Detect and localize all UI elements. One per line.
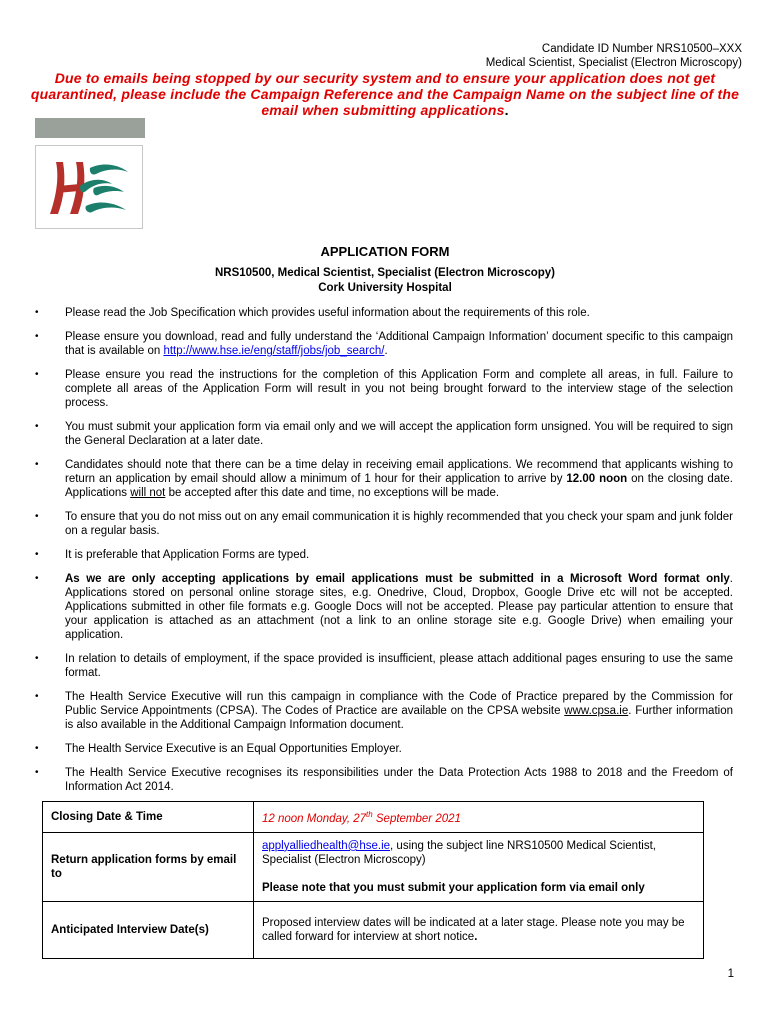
job-search-link[interactable]: http://www.hse.ie/eng/staff/jobs/job_search/	[163, 345, 385, 357]
table-row	[43, 832, 704, 901]
bullet-icon: •	[35, 307, 39, 318]
closing-date-value: 12 noon Monday, 27th September 2021	[254, 802, 704, 833]
form-title: APPLICATION FORM	[320, 244, 450, 259]
document-header	[486, 42, 742, 70]
return-email-label: Return application forms by email to	[43, 832, 254, 901]
list-item: • Candidates should note that there can be a time delay in receiving email applications. We recommend that applicants wishing to return an application by email should allow a minimum of 1 hour for their application to arrive by 12.00 noon on the closing date. Applications will not be accepted after this date and time, no exceptions will be made.	[35, 459, 733, 499]
list-item: • Please ensure you read the instructions for the completion of this Application Form and complete all areas, in full. Failure to complete all areas of the Application Form will result in you not being brought forward to the interview stage of the selection process.	[35, 369, 733, 409]
bullet-icon: •	[35, 459, 39, 470]
interview-date-label: Anticipated Interview Date(s)	[43, 901, 254, 958]
bullet-icon: •	[35, 653, 39, 664]
list-item: • Please read the Job Specification which provides useful information about the requirements of this role.	[35, 307, 590, 319]
list-item: • The Health Service Executive recognises its responsibilities under the Data Protection Acts 1988 to 2018 and the Freedom of Information Act 2014.	[35, 767, 733, 793]
bullet-icon: •	[35, 573, 39, 584]
form-subtitle	[0, 266, 770, 296]
bullet-icon: •	[35, 549, 39, 560]
list-item: • You must submit your application form via email only and we will accept the application form unsigned. You will be required to sign the General Declaration at a later date.	[35, 421, 733, 447]
bullet-icon: •	[35, 421, 39, 432]
email-warning-text: Due to emails being stopped by our security system and to ensure your application does not get quarantined, please include the Campaign Reference and the Campaign Name on the subject line of the email when submitting applications	[30, 70, 740, 118]
bullet-icon: •	[35, 511, 39, 522]
list-item: • The Health Service Executive will run this campaign in compliance with the Code of Practice prepared by the Commission for Public Service Appointments (CPSA). The Codes of Practice are available on the CPSA website www.cpsa.ie. Further information is also available in the Additional Campaign Information document.	[35, 691, 733, 731]
table-row	[43, 802, 704, 833]
hse-logo-icon	[46, 158, 134, 218]
list-item: • As we are only accepting applications by email applications must be submitted in a Microsoft Word format only. Applications stored on personal online storage sites, e.g. Onedrive, Cloud, Dropbox, Google Drive etc will not be accepted. Applications submitted in other file formats e.g. Google Docs will not be accepted. Please pay particular attention to ensure that your application is attached as an attachment (not a link to an online storage site e.g. Google Drive) when emailing your application.	[35, 573, 733, 641]
interview-date-value: Proposed interview dates will be indicated at a later stage. Please note you may be called forward for interview at short notice.	[254, 901, 704, 958]
list-item: • It is preferable that Application Forms are typed.	[35, 549, 310, 561]
bullet-icon: •	[35, 767, 39, 778]
grey-banner	[35, 118, 145, 138]
email-warning-end: .	[504, 102, 509, 118]
closing-date-label: Closing Date & Time	[43, 802, 254, 833]
instructions-list	[35, 306, 733, 804]
return-email-value: applyalliedhealth@hse.ie, using the subject line NRS10500 Medical Scientist, Specialist (Electron Microscopy) Please note that you must submit your application form via email only	[254, 832, 704, 901]
apply-email-link[interactable]: applyalliedhealth@hse.ie	[262, 839, 391, 852]
list-item: • In relation to details of employment, if the space provided is insufficient, please attach additional pages ensuring to use the same format.	[35, 653, 733, 679]
header-role: Medical Scientist, Specialist (Electron Microscopy)	[485, 57, 742, 69]
list-item: • Please ensure you download, read and fully understand the ‘Additional Campaign Information’ document specific to this campaign that is available on http://www.hse.ie/eng/staff/jobs/job_search/.	[35, 331, 733, 357]
hse-logo	[35, 145, 143, 229]
list-item: • The Health Service Executive is an Equal Opportunities Employer.	[35, 743, 402, 755]
list-item: • To ensure that you do not miss out on any email communication it is highly recommended that you check your spam and junk folder on a regular basis.	[35, 511, 733, 537]
page-number: 1	[727, 968, 734, 980]
bullet-icon: •	[35, 743, 39, 754]
bullet-icon: •	[35, 369, 39, 380]
email-warning	[30, 70, 740, 118]
bullet-icon: •	[35, 691, 39, 702]
email-only-note: Please note that you must submit your application form via email only	[262, 881, 645, 894]
hospital-name: Cork University Hospital	[318, 282, 452, 294]
candidate-id: Candidate ID Number NRS10500–XXX	[541, 43, 742, 55]
cpsa-link[interactable]: www.cpsa.ie	[564, 705, 629, 717]
application-details-table	[42, 801, 704, 959]
bullet-icon: •	[35, 331, 39, 342]
table-row	[43, 901, 704, 958]
campaign-name: NRS10500, Medical Scientist, Specialist (Electron Microscopy)	[214, 267, 555, 279]
